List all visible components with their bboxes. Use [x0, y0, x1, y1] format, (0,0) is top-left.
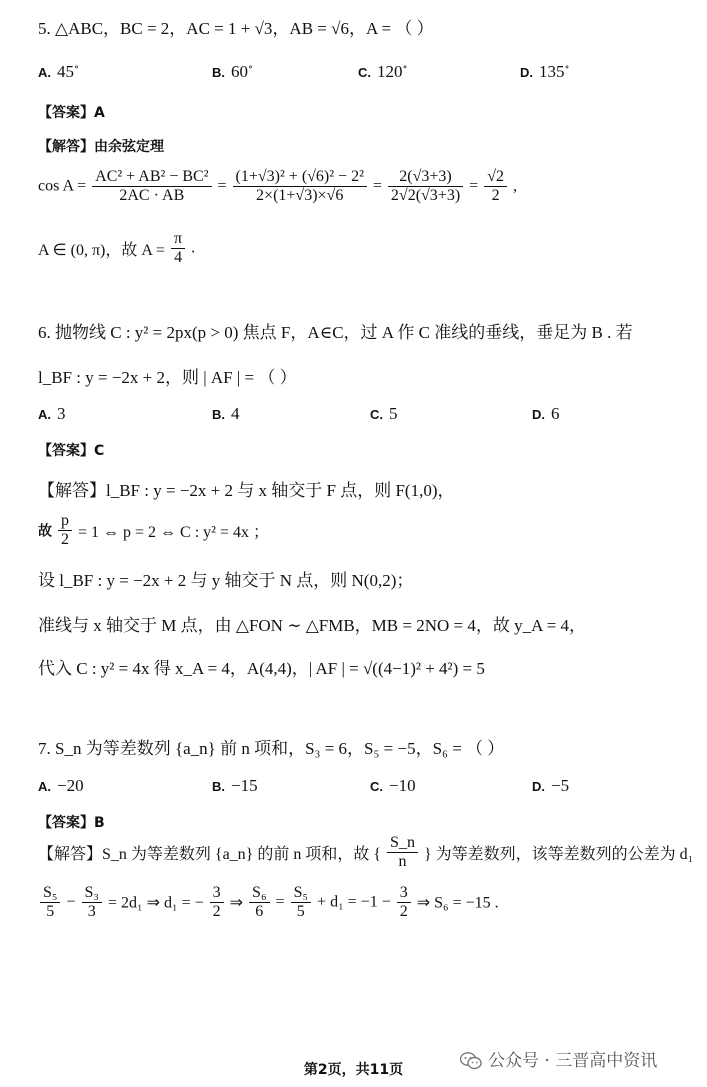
fraction: $\frac{\text{S₃}}{3}$	[82, 884, 102, 921]
q5-range: A ∈ (0, π)，故 A = $\frac{\pi}{4}$ .	[38, 230, 196, 266]
fraction: $\frac{\text{S₅}}{5}$	[40, 884, 60, 921]
q6-solution-1: 【解答】l_BF : y = −2x + 2 与 x 轴交于 F 点，则 F(1,0)，	[38, 481, 455, 500]
fraction: $\frac{\text{(1+√3)² + (√6)² − 2²}}{2\times(1+√3)\times√6}$	[233, 168, 367, 205]
q5-cosine-equation: cos A = $\frac{\text{AC² + AB² − BC²}}{2AC \cdot AB}$ = $\frac{\text{(1+√3)² + (√6)² − 2²}}{2\times(1+√3)\times√6}$ = $\frac{2(√3+3)}{2√2(√3+3)}$ = $\frac{√2}{2}$ ,	[38, 168, 517, 204]
q5-option-a: A. 45∘	[38, 62, 79, 81]
q6-option-c: C. 5	[370, 404, 398, 423]
q5-answer: 【答案】A	[38, 105, 105, 121]
fraction: $\frac{\text{S₅}}{5}$	[291, 884, 311, 921]
fraction: $\frac{S\_n}{n}$	[387, 834, 418, 871]
q7-option-b: B. −15	[212, 776, 258, 795]
q6-solution-3: 设 l_BF : y = −2x + 2 与 y 轴交于 N 点，则 N(0,2)；	[38, 571, 414, 590]
fraction: $\frac{√2}{2}$	[484, 168, 507, 205]
q6-option-a: A. 3	[38, 404, 66, 423]
fraction: $\frac{2(√3+3)}{2√2(√3+3)}$	[388, 168, 463, 205]
q5-option-c: C. 120∘	[358, 62, 408, 81]
q6-solution-2: 故 $\frac{p}{2}$ = 1 ⇔ p = 2 ⇔ C : y² = 4x ；	[38, 512, 269, 548]
fraction: $\frac{\text{AC² + AB² − BC²}}{2AC \cdot AB}$	[92, 168, 211, 205]
fraction: $\frac{\text{S₆}}{6}$	[249, 884, 269, 921]
watermark: 公众号 · 三晋高中资讯	[460, 1046, 657, 1071]
q7-answer: 【答案】B	[38, 815, 105, 831]
q7-stem: 7. S_n 为等差数列 {a_n} 前 n 项和，S₃ = 6，S₅ = −5，S₆ = （ ）	[38, 739, 505, 758]
q5-option-b: B. 60∘	[212, 62, 253, 81]
q6-option-d: D. 6	[532, 404, 560, 423]
q7-option-c: C. −10	[370, 776, 416, 795]
q6-solution-5: 代入 C : y² = 4x 得 x_A = 4，A(4,4)，| AF | = √((4−1)² + 4²) = 5	[38, 659, 485, 678]
q6-stem-line1: 6. 抛物线 C : y² = 2px(p > 0) 焦点 F，A∈C，过 A 作 C 准线的垂线，垂足为 B . 若	[38, 323, 633, 342]
q7-option-d: D. −5	[532, 776, 570, 795]
q5-stem: 5. △ABC，BC = 2，AC = 1 + √3，AB = √6，A = （ ）	[38, 19, 434, 38]
q6-answer: 【答案】C	[38, 443, 105, 459]
q6-option-b: B. 4	[212, 404, 240, 423]
page-number: 第2页，共11页	[303, 1062, 404, 1078]
fraction: $\frac{\pi}{4}$	[171, 230, 185, 267]
q5-option-d: D. 135∘	[520, 62, 570, 81]
q6-solution-4: 准线与 x 轴交于 M 点，由 △FON ∼ △FMB，MB = 2NO = 4，故 y_A = 4，	[38, 616, 587, 635]
q7-option-a: A. −20	[38, 776, 84, 795]
q7-solution-2: $\frac{\text{S₅}}{5}$ − $\frac{\text{S₃}}{3}$ = 2d₁ ⇒ d₁ = − $\frac{3}{2}$ ⇒ $\frac{\text{S₆}}{6}$ = $\frac{\text{S₅}}{5}$ + d₁ = −1 − $\frac{3}{2}$ ⇒ S₆ = −15 .	[38, 884, 499, 921]
fraction: $\frac{3}{2}$	[397, 884, 411, 921]
fraction: $\frac{p}{2}$	[58, 512, 72, 549]
q6-stem-line2: l_BF : y = −2x + 2，则 | AF | = （ ）	[38, 368, 297, 387]
q7-solution-1: 【解答】S_n 为等差数列 {a_n} 的前 n 项和，故 { $\frac{S\_n}{n}$ } 为等差数列，该等差数列的公差为 d₁	[38, 834, 694, 870]
q5-solution-head: 【解答】由余弦定理	[38, 139, 164, 155]
wechat-icon	[460, 1052, 482, 1070]
fraction: $\frac{3}{2}$	[210, 884, 224, 921]
